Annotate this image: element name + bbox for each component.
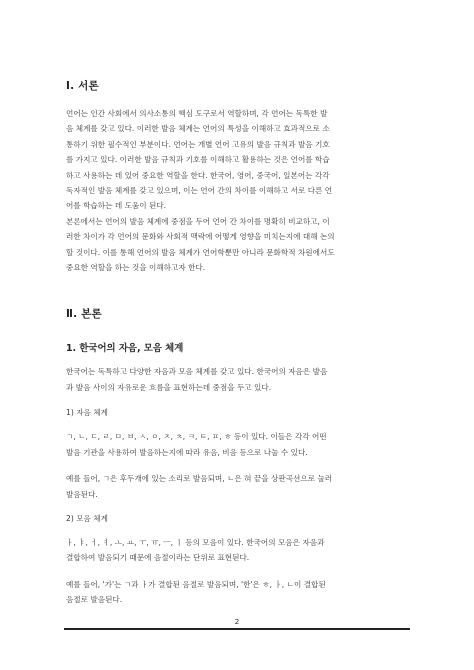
vowel-example-paragraph bbox=[66, 577, 410, 608]
text-line: 음 체계를 갖고 있다. 이러한 발음 체계는 언어의 특성을 이해하고 효과적으로 소 bbox=[66, 124, 330, 134]
text-line: 음절로 발음된다. bbox=[66, 595, 123, 605]
intro-paragraph-1 bbox=[66, 106, 410, 214]
text-line: 어를 학습하는 데 도움이 된다. bbox=[66, 201, 167, 211]
text-line: ㄱ, ㄴ, ㄷ, ㄹ, ㅁ, ㅂ, ㅅ, ㅇ, ㅈ, ㅊ, ㅋ, ㅌ, ㅍ, ㅎ 등이 있다. 이들은 각각 어떤 bbox=[66, 432, 327, 442]
vowel-body-paragraph bbox=[66, 535, 410, 566]
text-line: 통하기 위한 필수적인 부분이다. 언어는 개별 언어 고유의 발음 규칙과 발음 기호 bbox=[66, 139, 330, 149]
text-line: 본론에서는 언어의 발음 체계에 중점을 두어 언어 간 차이를 명확히 비교하고, 이 bbox=[66, 216, 330, 226]
text-line: 독자적인 발음 체계를 갖고 있으며, 이는 언어 간의 차이를 이해하고 서로 다른 언 bbox=[66, 186, 333, 196]
consonant-body-paragraph bbox=[66, 429, 410, 460]
text-line: 중요한 역할을 하는 것을 이해하고자 한다. bbox=[66, 263, 206, 273]
page-number: 2 bbox=[234, 617, 240, 626]
footer-divider bbox=[64, 628, 410, 630]
text-line: 언어는 인간 사회에서 의사소통의 핵심 도구로서 역할하며, 각 언어는 독특한 발 bbox=[66, 109, 328, 118]
text-line: 과 발음 사이의 자유로운 흐름을 표현하는데 중점을 두고 있다. bbox=[66, 382, 272, 392]
text-line: ㅏ, ㅑ, ㅓ, ㅕ, ㅗ, ㅛ, ㅜ, ㅠ, ㅡ, ㅣ 등의 모음이 있다. 한국어의 모음은 자음과 bbox=[66, 537, 325, 547]
text-line: 예를 들어, '가'는 ㄱ과 ㅏ가 결합된 음절로 발음되며, '한'은 ㅎ, ㅏ, ㄴ이 결합된 bbox=[66, 579, 326, 589]
text-line: 결합하여 발음되기 때문에 음절이라는 단위로 표현된다. bbox=[66, 553, 250, 563]
intro-paragraph-2 bbox=[66, 214, 410, 276]
consonant-example-paragraph bbox=[66, 471, 410, 502]
text-line: 할 것이다. 이를 통해 언어의 발음 체계가 언어학뿐만 아니라 문화학적 차원에서도 bbox=[66, 247, 335, 257]
korean-intro-paragraph bbox=[66, 364, 410, 395]
subsection-heading-korean: 1. 한국어의 자음, 모음 체계 bbox=[66, 343, 184, 355]
text-line: 러한 차이가 각 언어의 문화와 사회적 맥락에 어떻게 영향을 미치는지에 대해 논의 bbox=[66, 232, 335, 242]
text-line: 를 가지고 있다. 이러한 발음 규칙과 기호를 이해하고 활용하는 것은 언어를 학습 bbox=[66, 155, 330, 165]
vowel-system-label: 2) 모음 체계 bbox=[66, 513, 108, 523]
text-line: 하고 사용하는 데 있어 중요한 역할을 한다. 한국어, 영어, 중국어, 일본어는 각각 bbox=[66, 170, 330, 180]
page-content bbox=[66, 78, 410, 608]
section-heading-introduction: Ⅰ. 서론 bbox=[66, 80, 99, 92]
text-line: 발음된다. bbox=[66, 489, 98, 499]
text-line: 발음 기관을 사용하여 발음하는지에 따라 유음, 비음 등으로 나눌 수 있다. bbox=[66, 447, 308, 457]
text-line: 한국어는 독특하고 다양한 자음과 모음 체계를 갖고 있다. 한국어의 자음은 발음 bbox=[66, 367, 328, 377]
section-heading-body: Ⅱ. 본론 bbox=[66, 308, 102, 321]
text-line: 예를 들어, ㄱ은 후두개에 있는 소리로 발음되며, ㄴ은 혀 끝을 상판곡선으로 눌러 bbox=[66, 474, 333, 484]
consonant-system-label: 1) 자음 체계 bbox=[66, 408, 108, 418]
